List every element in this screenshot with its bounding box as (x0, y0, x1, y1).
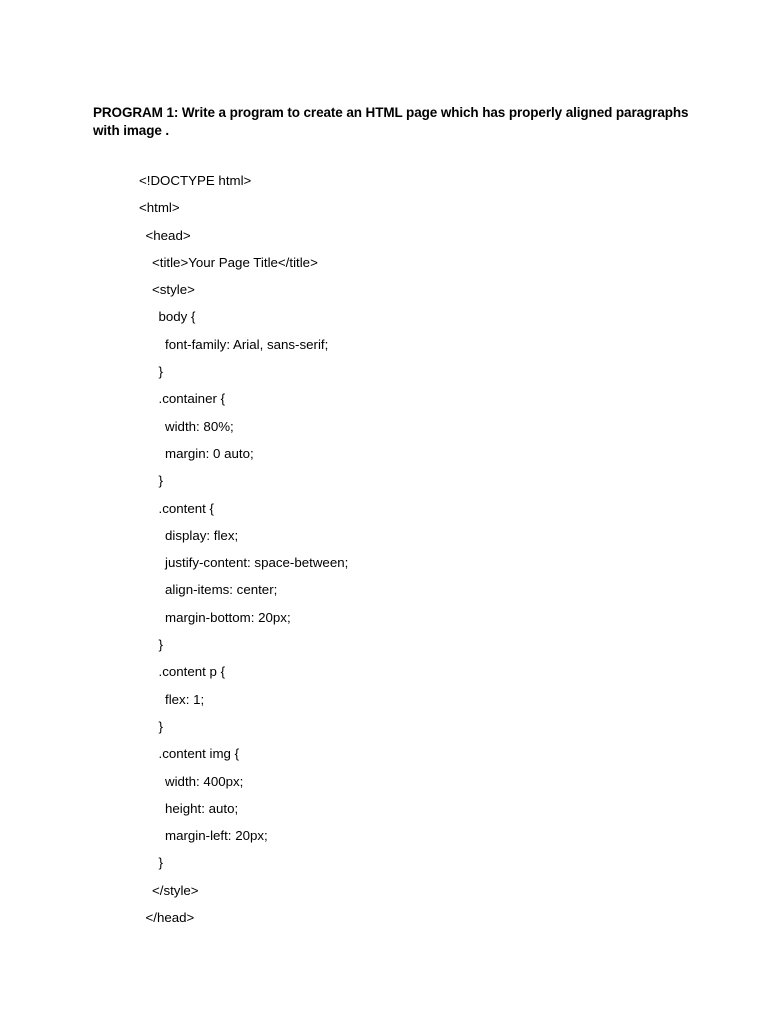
code-line: <style> (152, 282, 195, 298)
program-heading: PROGRAM 1: Write a program to create an HTML page which has properly aligned paragraphs with image . (93, 105, 689, 138)
code-line: } (158, 473, 163, 489)
code-line: margin: 0 auto; (165, 445, 254, 461)
code-line: .container { (158, 391, 226, 407)
code-line: width: 80%; (165, 418, 234, 434)
code-line: display: flex; (165, 527, 239, 543)
code-line: flex: 1; (165, 691, 205, 707)
code-line: </style> (152, 882, 199, 898)
code-line: margin-bottom: 20px; (165, 609, 291, 625)
code-line: <title>Your Page Title</title> (152, 254, 318, 270)
code-listing (0, 172, 348, 936)
code-line: body { (158, 309, 196, 325)
code-line: width: 400px; (165, 773, 244, 789)
code-line: .content p { (158, 664, 226, 680)
code-line: <head> (145, 227, 191, 243)
code-line: justify-content: space-between; (165, 555, 349, 571)
code-line: .content img { (158, 746, 240, 762)
code-line: font-family: Arial, sans-serif; (165, 336, 329, 352)
code-line: </head> (145, 910, 195, 926)
code-line: height: auto; (165, 800, 239, 816)
code-line: } (158, 718, 163, 734)
code-line: <html> (139, 200, 180, 216)
code-line: margin-left: 20px; (165, 828, 268, 844)
code-line: .content { (158, 500, 214, 516)
code-line: } (158, 637, 163, 653)
code-line: } (158, 855, 163, 871)
code-line: } (158, 364, 163, 380)
code-line: <!DOCTYPE html> (139, 173, 252, 188)
code-line: align-items: center; (165, 582, 278, 598)
